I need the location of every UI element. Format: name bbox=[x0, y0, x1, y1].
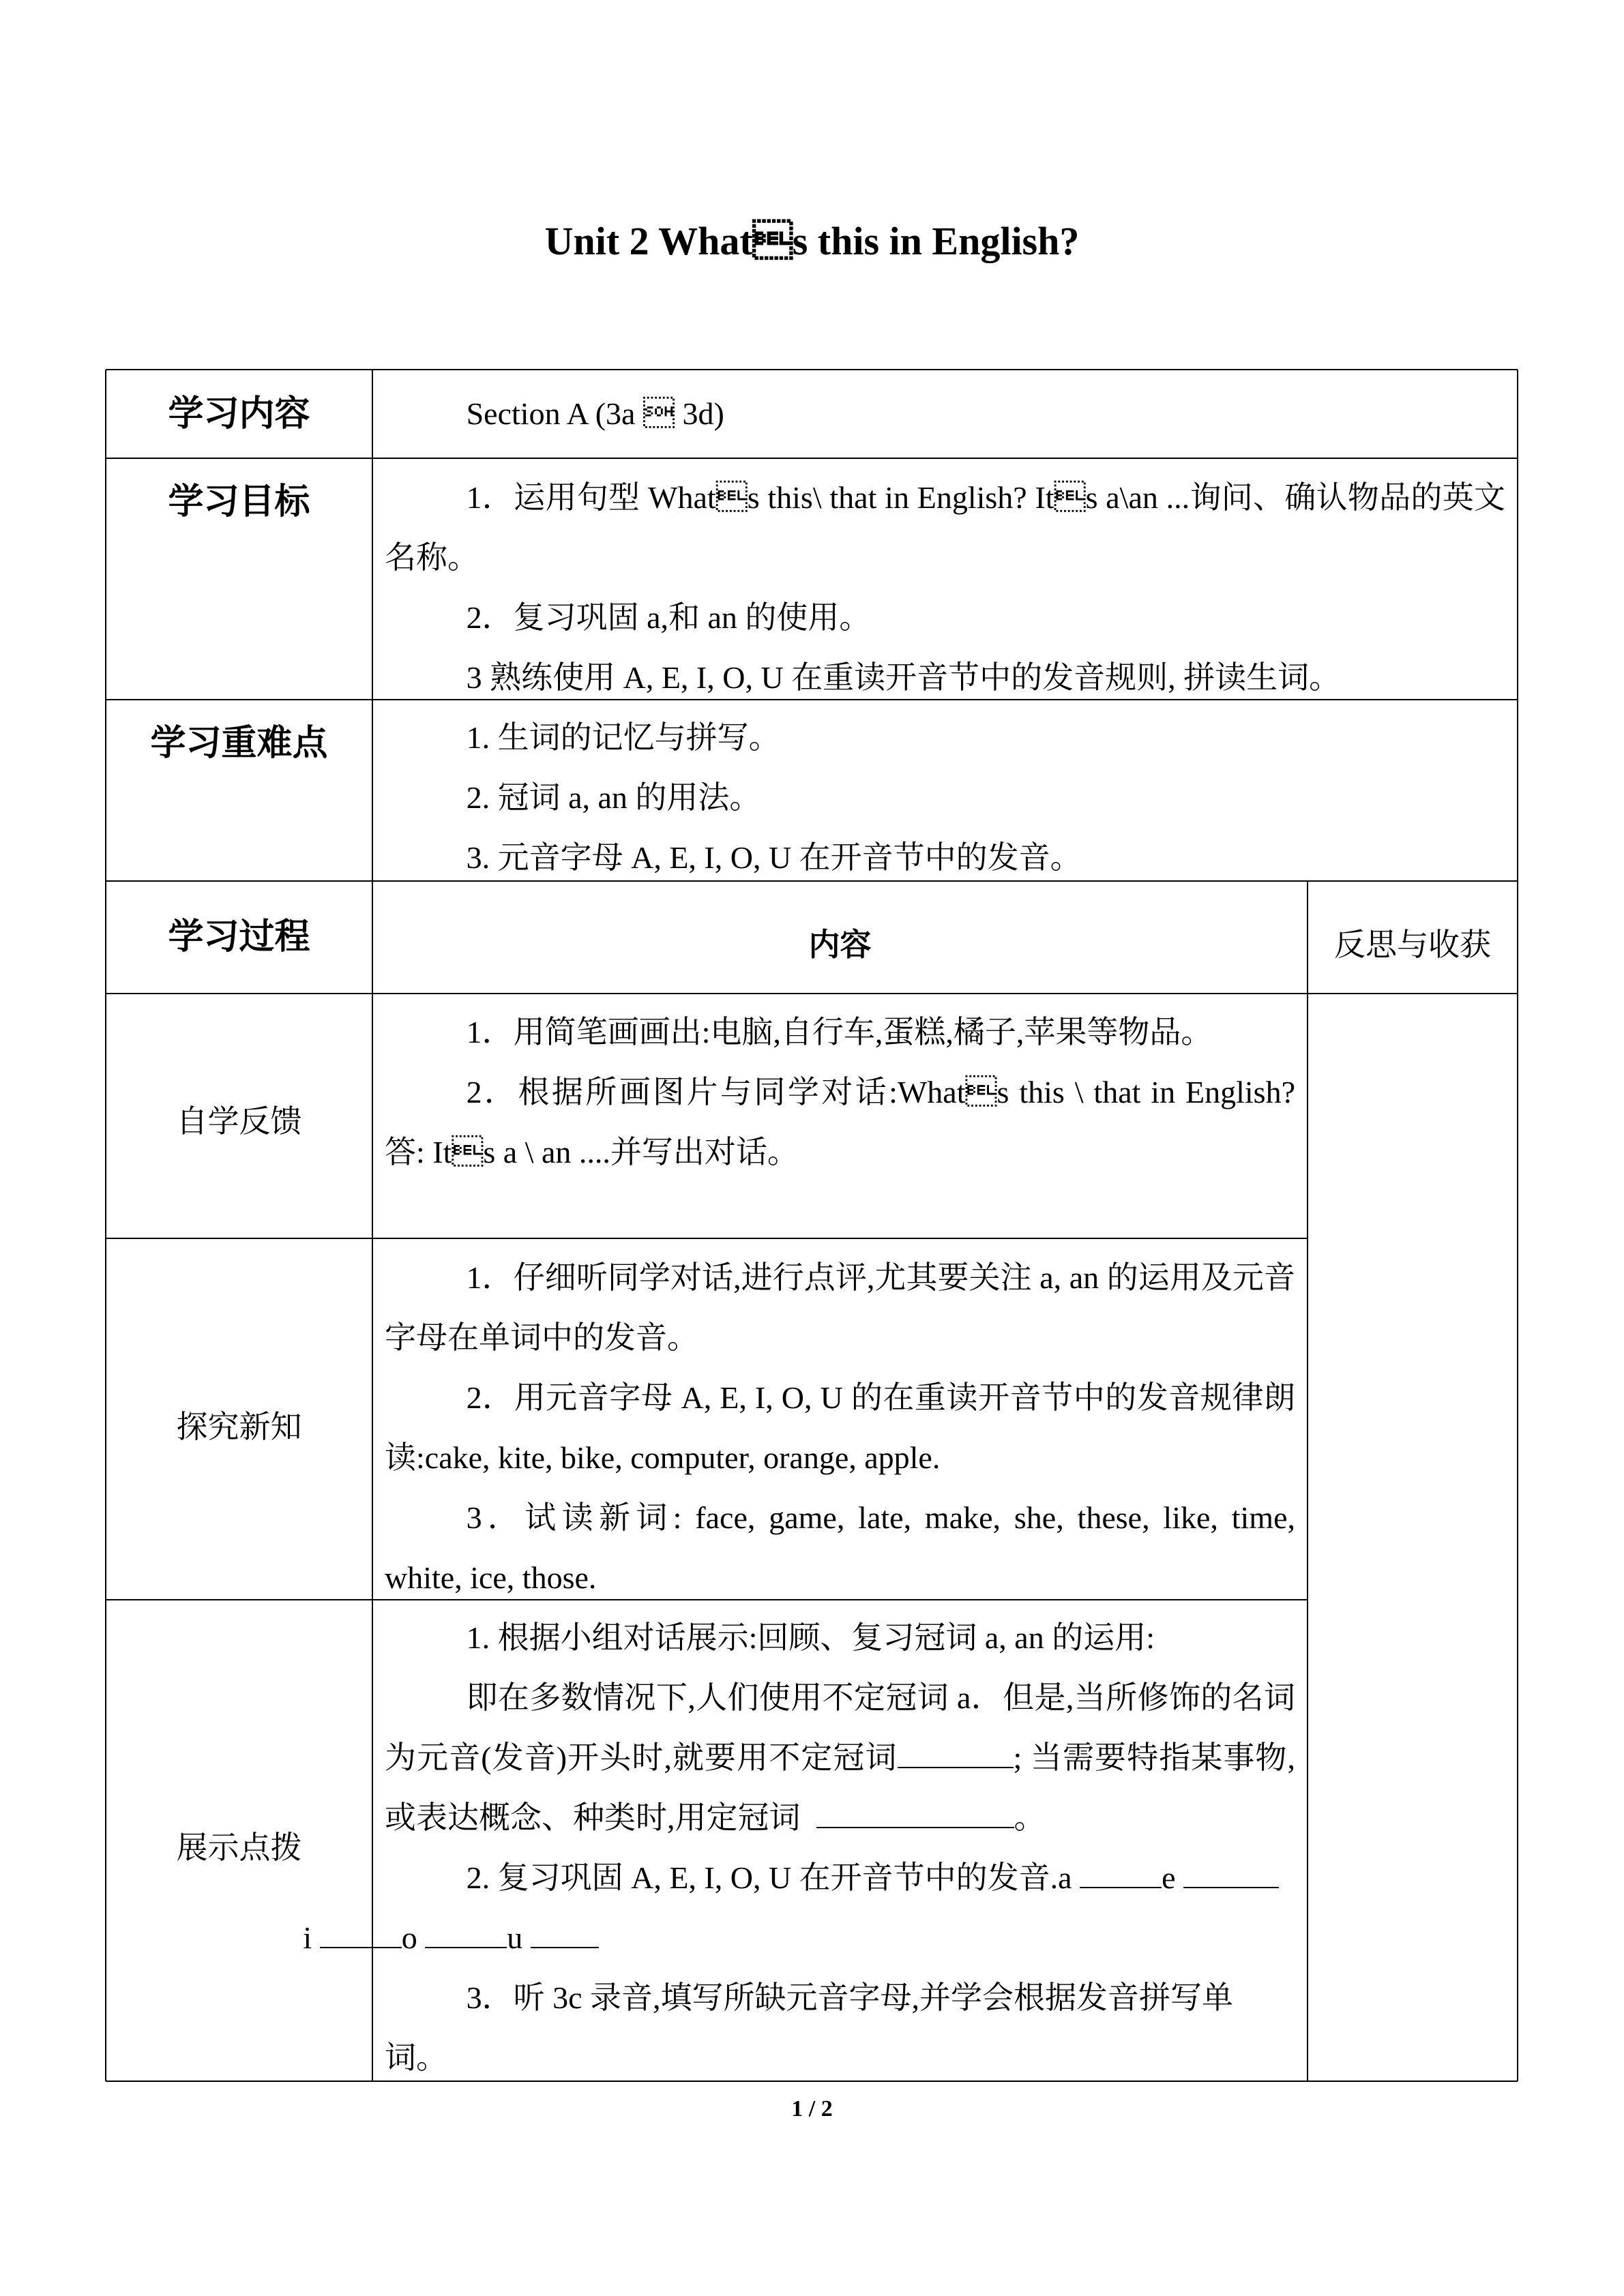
blank-indefinite-article[interactable] bbox=[898, 1735, 1014, 1768]
column-header-reflection: 反思与收获 bbox=[1334, 926, 1491, 963]
display-item: 即在多数情况下,人们使用不定冠词 a．但是,当所修饰的名词为元音(发音)开头时,就要用不定冠词 ; 当需要特指某事物,或表达概念、种类时,用定冠词 。 bbox=[385, 1680, 1296, 1835]
display-item: 1. 根据小组对话展示:回顾、复习冠词 a, an 的运用: bbox=[466, 1620, 1155, 1655]
explore-item: 1．仔细听同学对话,进行点评,尤其要关注 a, an 的运用及元音字母在单词中的发音。 bbox=[385, 1260, 1295, 1355]
objectives-text bbox=[372, 468, 1518, 708]
explore-item: 2．用元音字母 A, E, I, O, U 的在重读开音节中的发音规律朗读:cake, kite, bike, computer, orange, apple. bbox=[385, 1380, 1295, 1475]
display-item: 2. 复习巩固 A, E, I, O, U 在开音节中的发音.a e i o u bbox=[385, 1848, 1295, 1968]
row-label-explore: 探究新知 bbox=[176, 1408, 302, 1445]
key-point-item: 3. 元音字母 A, E, I, O, U 在开音节中的发音。 bbox=[466, 840, 1082, 875]
blank-vowel-o[interactable] bbox=[425, 1915, 507, 1948]
display-item: 3．听 3c 录音,填写所缺元音字母,并学会根据发音拼写单词。 bbox=[385, 1980, 1234, 2075]
self-study-item: 2．根据所画图片与同学对话:Whats this \ that in English? 答: Its a \ an ....并写出对话。 bbox=[385, 1075, 1295, 1169]
key-point-item: 2. 冠词 a, an 的用法。 bbox=[466, 780, 761, 815]
objective-item: 1．运用句型 Whats this\ that in English? Its a\an ...询问、确认物品的英文名称。 bbox=[385, 480, 1505, 575]
explore-item: 3．试读新词: face, game, late, make, she, these, like, time, white, ice, those. bbox=[385, 1500, 1295, 1595]
row-label-objectives: 学习目标 bbox=[168, 481, 310, 522]
objective-item: 2．复习巩固 a,和 an 的使用。 bbox=[466, 600, 871, 635]
objective-item: 3 熟练使用 A, E, I, O, U 在重读开音节中的发音规则, 拼读生词。 bbox=[466, 660, 1341, 695]
row-label-process: 学习过程 bbox=[168, 916, 310, 957]
row-label-key-points: 学习重难点 bbox=[150, 723, 328, 764]
blank-definite-article[interactable] bbox=[816, 1795, 1014, 1828]
blank-vowel-u[interactable] bbox=[531, 1915, 599, 1948]
page-number: 1 / 2 bbox=[791, 2096, 833, 2121]
explore-text bbox=[372, 1248, 1308, 1608]
display-text bbox=[303, 1608, 1308, 2088]
key-points-text bbox=[372, 708, 1518, 888]
content-text: Section A (3a  3d) bbox=[466, 396, 724, 431]
row-label-content: 学习内容 bbox=[168, 393, 310, 434]
blank-vowel-i[interactable] bbox=[320, 1915, 402, 1948]
row-label-display: 展示点拨 bbox=[176, 1829, 302, 1866]
page-title: Unit 2 Whats this in English? bbox=[544, 219, 1080, 263]
self-study-text bbox=[372, 1002, 1308, 1182]
column-header-content: 内容 bbox=[808, 926, 872, 963]
blank-vowel-e[interactable] bbox=[1183, 1855, 1279, 1888]
row-label-self-study: 自学反馈 bbox=[176, 1103, 302, 1139]
self-study-item: 1．用简笔画画出:电脑,自行车,蛋糕,橘子,苹果等物品。 bbox=[466, 1015, 1213, 1049]
blank-vowel-a[interactable] bbox=[1080, 1855, 1162, 1888]
key-point-item: 1. 生词的记忆与拼写。 bbox=[466, 720, 780, 755]
